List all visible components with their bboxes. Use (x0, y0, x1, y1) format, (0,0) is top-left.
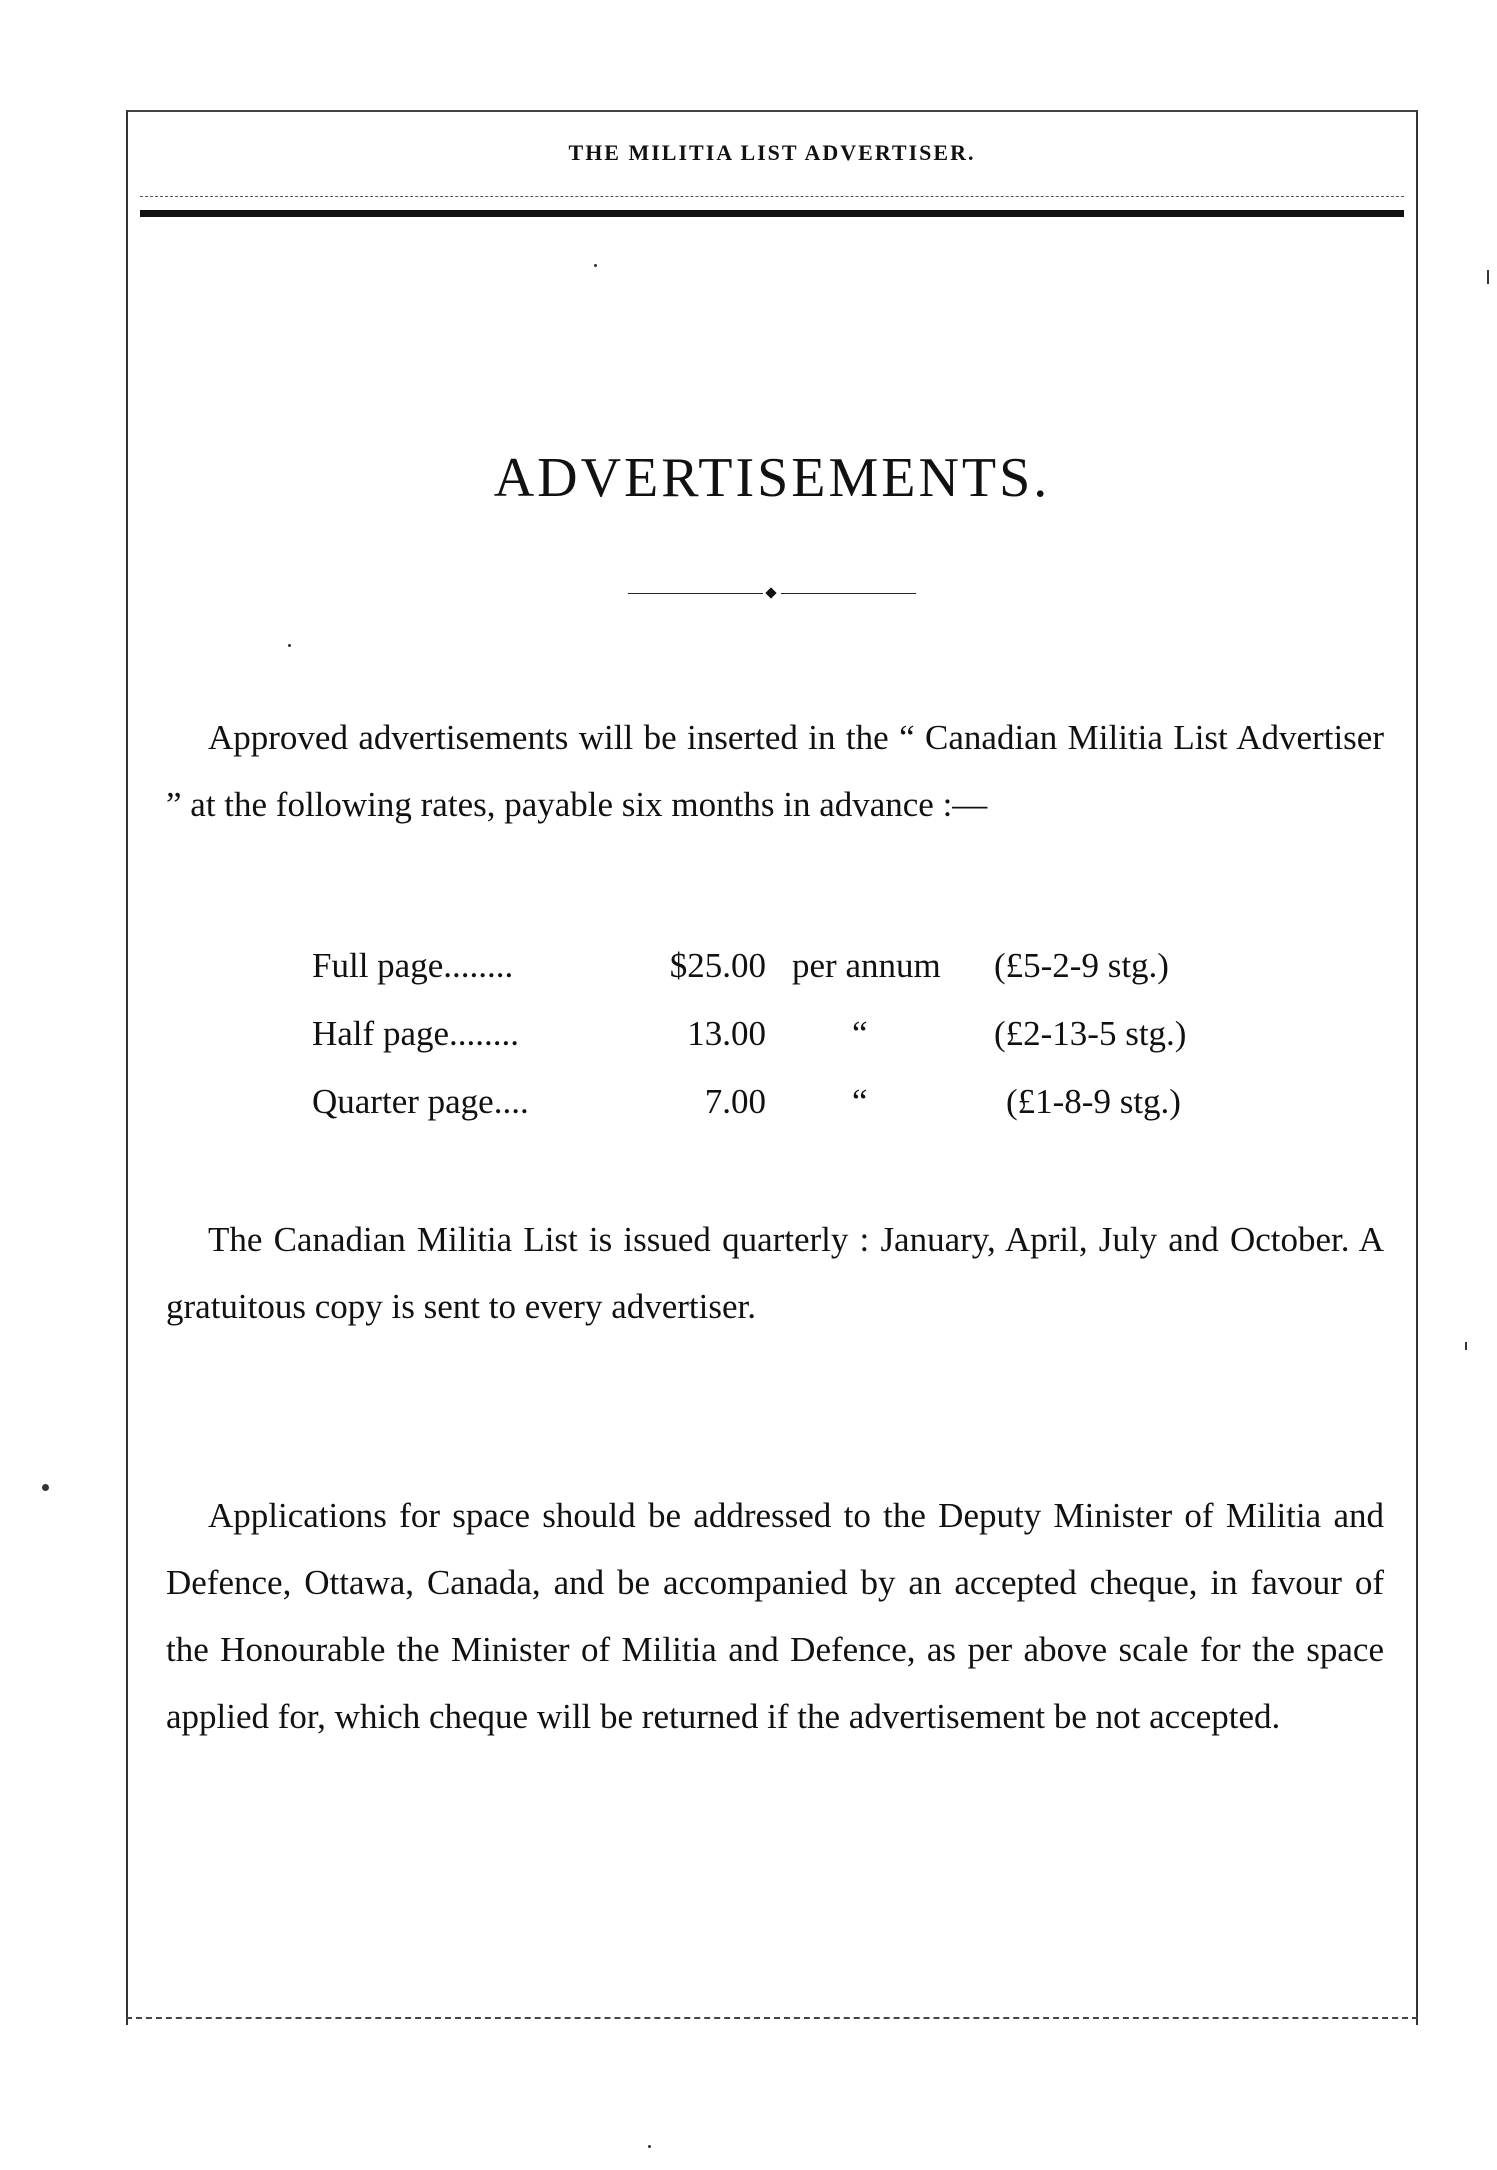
applications-paragraph (166, 1482, 1384, 1750)
scan-speck (648, 2145, 651, 2148)
rate-period: per annum (792, 946, 941, 985)
rate-label: Quarter page.... (312, 1082, 529, 1121)
page-title: ADVERTISEMENTS. (493, 446, 1051, 509)
rate-row-half-page (312, 1000, 1262, 1068)
intro-paragraph (166, 704, 1384, 838)
rate-sterling: (£2-13-5 stg.) (994, 1014, 1187, 1053)
rate-price: 7.00 (704, 1082, 766, 1121)
rate-row-quarter-page (312, 1068, 1262, 1136)
rate-sterling: (£1-8-9 stg.) (1006, 1082, 1181, 1121)
title-ornament (628, 588, 916, 600)
header-thick-rule (140, 210, 1404, 217)
issue-paragraph (166, 1206, 1384, 1340)
applications-text: Applications for space should be addressed to the Deputy Minister of Militia and Defence, Ottawa, Canada, and be accompanied by an accepted cheque, in favour of the Honourable the Minister of Militia and Defence, as per above scale for the space applied for, which cheque will be returned if the advertisement be not accepted. (166, 1496, 1384, 1736)
ornament-left-line (628, 593, 763, 594)
rate-row-full-page (312, 932, 1262, 1000)
scan-speck (1465, 1342, 1467, 1350)
bottom-rule (126, 2017, 1418, 2019)
rate-period-ditto: “ (852, 1014, 868, 1053)
scan-speck (288, 644, 291, 647)
rate-price: 13.00 (687, 1014, 766, 1053)
issue-text: The Canadian Militia List is issued quarterly : January, April, July and October. A gratuitous copy is sent to every advertiser. (166, 1220, 1384, 1326)
rate-period-ditto: “ (852, 1082, 868, 1121)
rate-price: $25.00 (669, 946, 766, 985)
header-thin-rule (140, 196, 1404, 197)
scan-speck (1487, 270, 1489, 284)
scan-speck (42, 1484, 49, 1491)
diamond-icon (765, 587, 776, 598)
scan-speck (594, 264, 597, 267)
intro-text: Approved advertisements will be inserted in the “ Canadian Militia List Advertiser ” at the following rates, payable six months in advance :— (166, 718, 1384, 824)
rate-label: Half page........ (312, 1014, 520, 1053)
rate-table (312, 932, 1262, 1136)
running-header: THE MILITIA LIST ADVERTISER. (568, 140, 976, 165)
rate-sterling: (£5-2-9 stg.) (994, 946, 1169, 985)
ornament-right-line (781, 593, 916, 594)
rate-label: Full page........ (312, 946, 514, 985)
